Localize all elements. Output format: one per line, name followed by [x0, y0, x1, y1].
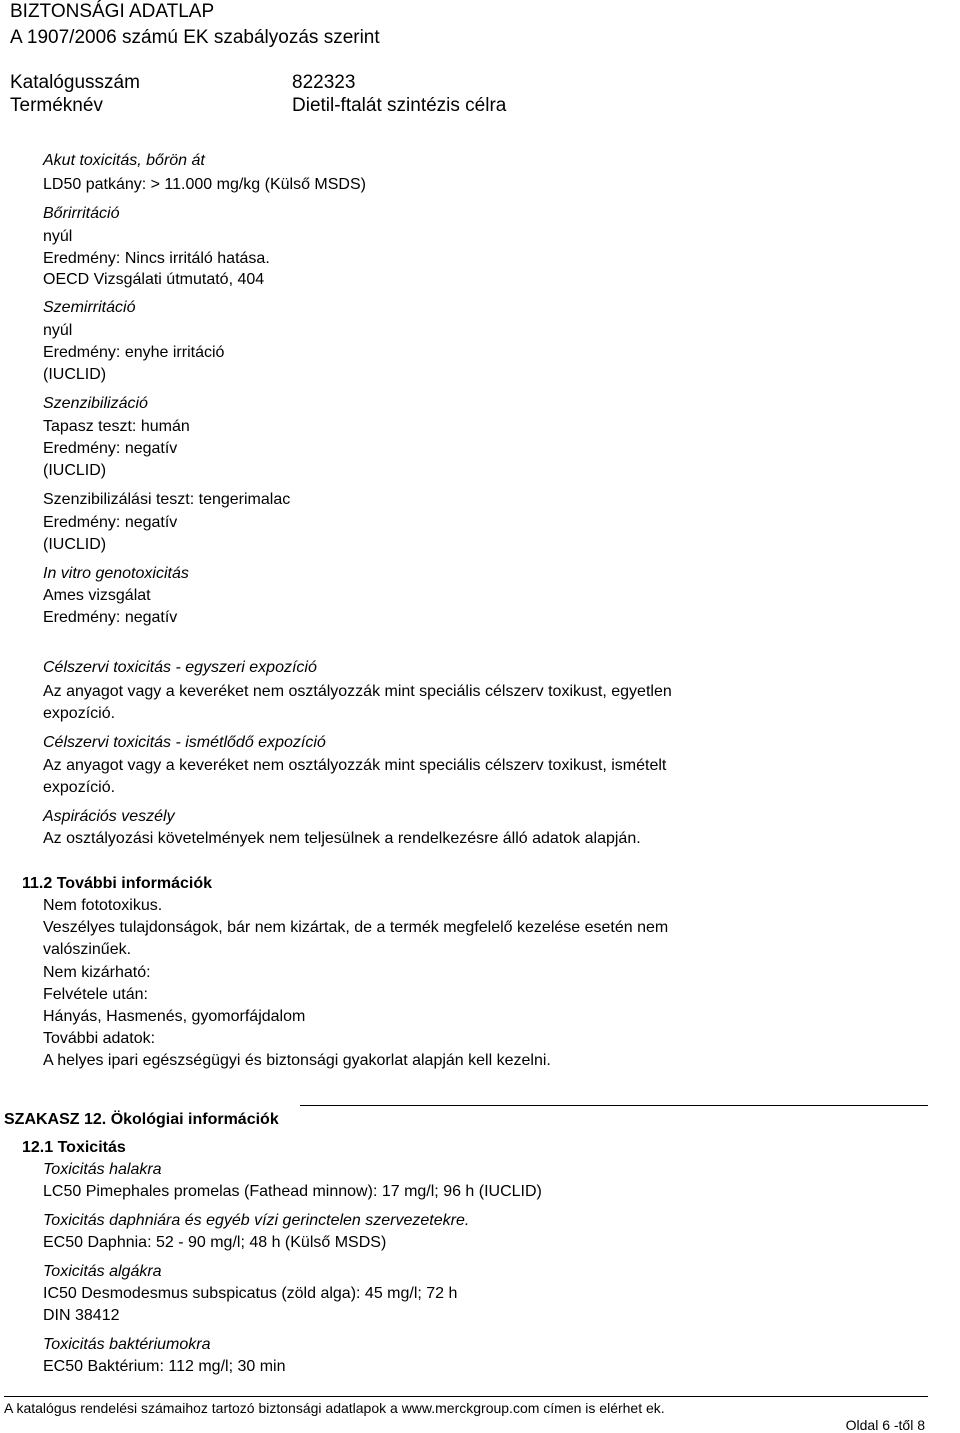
algae-value: IC50 Desmodesmus subspicatus (zöld alga): 45 mg/l; 72 h	[43, 1285, 458, 1302]
skin-species: nyúl	[43, 228, 73, 245]
page-number: Oldal 6 -től 8	[845, 1417, 925, 1433]
stot-repeat-heading: Célszervi toxicitás - ismétlődő expozíció	[43, 734, 326, 751]
ames-test: Ames vizsgálat	[43, 587, 151, 604]
further-line-5: Felvétele után:	[43, 986, 148, 1003]
further-line-3: valószinűek.	[43, 941, 132, 958]
skin-heading: Bőrirritáció	[43, 205, 120, 222]
further-line-8: A helyes ipari egészségügyi és biztonsági gyakorlat alapján kell kezelni.	[43, 1052, 551, 1069]
fish-heading: Toxicitás halakra	[43, 1161, 162, 1178]
ames-result: Eredmény: negatív	[43, 609, 178, 626]
sens-source: (IUCLID)	[43, 536, 107, 553]
further-line-1: Nem fototoxikus.	[43, 897, 163, 914]
geno-heading: In vitro genotoxicitás	[43, 565, 189, 582]
stot-repeat-text-cont: expozíció.	[43, 779, 116, 796]
skin-result: Eredmény: Nincs irritáló hatása.	[43, 250, 270, 267]
sens-test: Szenzibilizálási teszt: tengerimalac	[43, 491, 291, 508]
catalog-label: Katalógusszám	[10, 72, 140, 93]
daphnia-heading: Toxicitás daphniára és egyéb vízi gerinctelen szervezetekre.	[43, 1212, 470, 1229]
section-12-heading: SZAKASZ 12. Ökológiai információk	[4, 1111, 279, 1128]
eye-source: (IUCLID)	[43, 366, 107, 383]
further-line-2: Veszélyes tulajdonságok, bár nem kizártak, de a termék megfelelő kezelése esetén nem	[43, 919, 669, 936]
daphnia-value: EC50 Daphnia: 52 - 90 mg/l; 48 h (Külső MSDS)	[43, 1234, 387, 1251]
stot-single-heading: Célszervi toxicitás - egyszeri expozíció	[43, 659, 317, 676]
patch-result: Eredmény: negatív	[43, 440, 178, 457]
dermal-ld50: LD50 patkány: > 11.000 mg/kg (Külső MSDS)	[43, 176, 366, 193]
algae-heading: Toxicitás algákra	[43, 1263, 162, 1280]
sens-heading: Szenzibilizáció	[43, 395, 148, 412]
footer-note: A katalógus rendelési számaihoz tartozó biztonsági adatlapok a www.merckgroup.com címen is elérhet ek.	[4, 1400, 665, 1416]
skin-guideline: OECD Vizsgálati útmutató, 404	[43, 271, 265, 288]
sens-result: Eredmény: negatív	[43, 514, 178, 531]
dermal-heading: Akut toxicitás, bőrön át	[43, 152, 205, 169]
further-info-heading: 11.2 További információk	[22, 875, 212, 892]
document-subtitle: A 1907/2006 számú EK szabályozás szerint	[10, 27, 380, 48]
further-line-6: Hányás, Hasmenés, gyomorfájdalom	[43, 1008, 306, 1025]
stot-single-text: Az anyagot vagy a keveréket nem osztályozzák mint speciális célszerv toxikust, egyetlen	[43, 683, 672, 700]
bacteria-heading: Toxicitás baktériumokra	[43, 1336, 211, 1353]
patch-source: (IUCLID)	[43, 462, 107, 479]
fish-value: LC50 Pimephales promelas (Fathead minnow): 17 mg/l; 96 h (IUCLID)	[43, 1183, 542, 1200]
further-line-4: Nem kizárható:	[43, 964, 151, 981]
patch-test: Tapasz teszt: humán	[43, 418, 190, 435]
aspiration-heading: Aspirációs veszély	[43, 808, 175, 825]
document-title: BIZTONSÁGI ADATLAP	[10, 1, 215, 22]
eye-species: nyúl	[43, 322, 73, 339]
product-label: Terméknév	[10, 95, 103, 116]
aspiration-text: Az osztályozási követelmények nem teljesülnek a rendelkezésre álló adatok alapján.	[43, 830, 641, 847]
bacteria-value: EC50 Baktérium: 112 mg/l; 30 min	[43, 1358, 286, 1375]
section-divider	[300, 1105, 928, 1106]
stot-repeat-text: Az anyagot vagy a keveréket nem osztályozzák mint speciális célszerv toxikust, ismételt	[43, 757, 667, 774]
product-value: Dietil-ftalát szintézis célra	[292, 95, 507, 116]
footer-divider	[4, 1396, 928, 1397]
algae-method: DIN 38412	[43, 1307, 120, 1324]
catalog-value: 822323	[292, 72, 356, 93]
eye-heading: Szemirritáció	[43, 299, 136, 316]
further-line-7: További adatok:	[43, 1030, 156, 1047]
toxicity-subheading: 12.1 Toxicitás	[22, 1139, 126, 1156]
eye-result: Eredmény: enyhe irritáció	[43, 344, 225, 361]
stot-single-text-cont: expozíció.	[43, 705, 116, 722]
